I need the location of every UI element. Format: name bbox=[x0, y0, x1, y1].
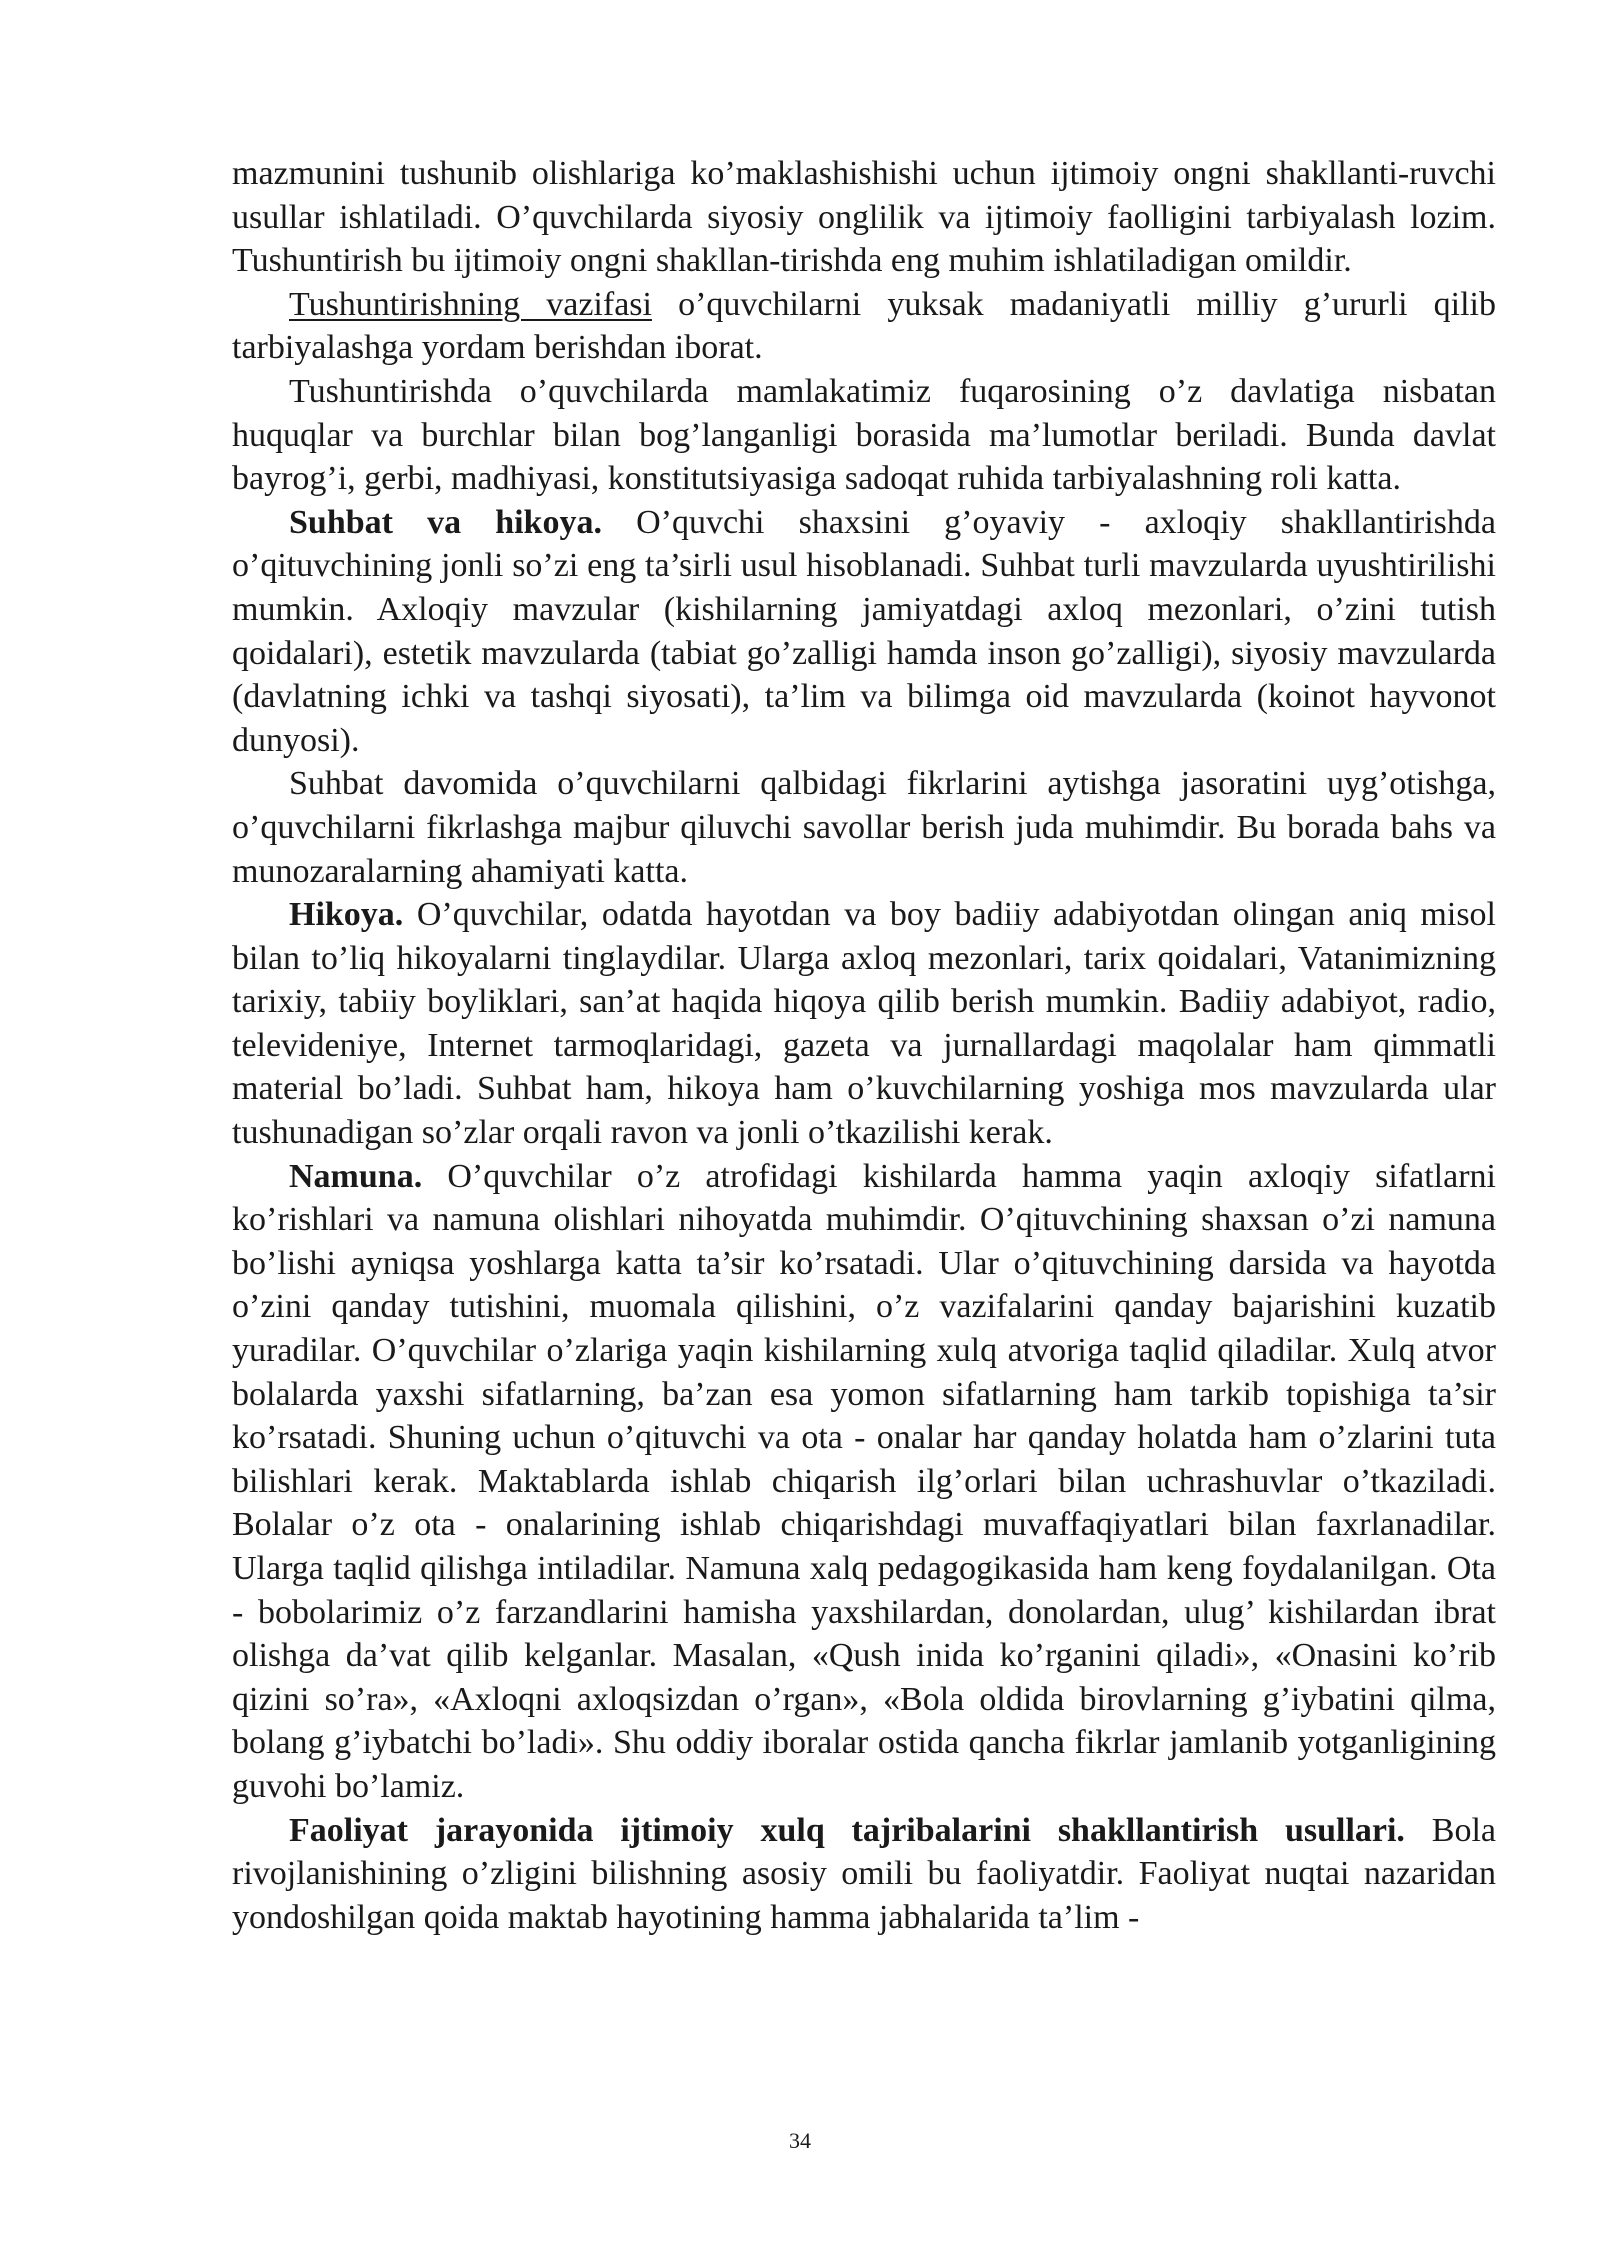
paragraph-text: O’quvchi shaxsini g’oyaviy - axloqiy shakllantirishda o’qituvchining jonli so’zi eng ta’sirli usul hisoblanadi. Suhbat turli mavzularda uyushtirilishi mumkin. Axloqiy mavzular (kishilarning jamiyatdagi axloq mezonlari, o’zini tutish qoidalari), estetik mavzularda (tabiat go’zalligi hamda inson go’zalligi), siyosiy mavzularda (davlatning ichki va tashqi siyosati), ta’lim va bilimga oid mavzularda (koinot hayvonot dunyosi). bbox=[232, 503, 1496, 759]
paragraph-text: O’quvchilar, odatda hayotdan va boy badiiy adabiyotdan olingan aniq misol bilan to’liq hikoyalarni tinglaydilar. Ularga axloq mezonlari, tarix qoidalari, Vatanimizning tarixiy, tabiiy boyliklari, san’at haqida hiqoya qilib berish mumkin. Badiiy adabiyot, radio, televideniye, Internet tarmoqlaridagi, gazeta va jurnallardagi maqolalar ham qimmatli material bo’ladi. Suhbat ham, hikoya ham o’kuvchilarning yoshiga mos mavzularda ular tushunadigan so’zlar orqali ravon va jonli o’tkazilishi kerak. bbox=[232, 896, 1496, 1152]
paragraph-text: Bola rivojlanishining o’zligini bilishning asosiy omili bu faoliyatdir. Faoliyat nuqtai nazaridan yondoshilgan qoida maktab hayotining hamma jabhalarida ta’lim - bbox=[232, 1811, 1496, 1936]
paragraph-conversation-and-story bbox=[232, 501, 1496, 763]
paragraph-explanation-task bbox=[232, 283, 1496, 370]
paragraph-heading-bold: Suhbat va hikoya. bbox=[289, 503, 602, 541]
paragraph-explanation bbox=[232, 370, 1496, 501]
paragraph-text: Suhbat davomida o’quvchilarni qalbidagi fikrlarini aytishga jasoratini uyg’otishga, o’quvchilarni fikrlashga majbur qiluvchi savollar berish juda muhimdir. Bu borada bahs va munozaralarning ahamiyati katta. bbox=[232, 765, 1496, 890]
paragraph-intro bbox=[232, 152, 1496, 283]
paragraph-text: o’quvchilarni yuksak madaniyatli milliy g’ururli qilib tarbiyalashga yordam berishdan iborat. bbox=[232, 285, 1496, 367]
paragraph-heading-underlined: Tushuntirishning vazifasi bbox=[289, 285, 652, 323]
paragraph-text: O’quvchilar o’z atrofidagi kishilarda hamma yaqin axloqiy sifatlarni ko’rishlari va namuna olishlari nihoyatda muhimdir. O’qituvchining shaxsan o’zi namuna bo’lishi ayniqsa yoshlarga katta ta’sir ko’rsatadi. Ular o’qituvchining darsida va hayotda o’zini qanday tutishini, muomala qilishini, o’z vazifalarini qanday bajarishini kuzatib yuradilar. O’quvchilar o’zlariga yaqin kishilarning xulq atvoriga taqlid qiladilar. Xulq atvor bolalarda yaxshi sifatlarning, ba’zan esa yomon sifatlarning ham tarkib topishiga ta’sir ko’rsatadi. Shuning uchun o’qituvchi va ota - onalar har qanday holatda ham o’zlarini tuta bilishlari kerak. Maktablarda ishlab chiqarish ilg’orlari bilan uchrashuvlar o’tkaziladi. Bolalar o’z ota - onalarining ishlab chiqarishdagi muvaffaqiyatlari bilan faxrlanadilar. Ularga taqlid qilishga intiladilar. Namuna xalq pedagogikasida ham keng foydalanilgan. Ota - bobolarimiz o’z farzandlarini hamisha yaxshilardan, donolardan, ulug’ kishilardan ibrat olishga da’vat qilib kelganlar. Masalan, «Qush inida ko’rganini qiladi», «Onasini ko’rib qizini so’ra», «Axloqni axloqsizdan o’rgan», «Bola oldida birovlarning g’iybatini qilma, bolang g’iybatchi bo’ladi». Shu oddiy iboralar ostida qancha fikrlar jamlanib yotganligining guvohi bo’lamiz. bbox=[232, 1157, 1496, 1805]
paragraph-activity-methods bbox=[232, 1809, 1496, 1940]
paragraph-text: mazmunini tushunib olishlariga ko’maklashishishi uchun ijtimoiy ongni shakllanti-ruvchi usullar ishlatiladi. O’quvchilarda siyosiy onglilik va ijtimoiy faolligini tarbiyalash lozim. Tushuntirish bu ijtimoiy ongni shakllan-tirishda eng muhim ishlatiladigan omildir. bbox=[232, 155, 1496, 280]
paragraph-story bbox=[232, 893, 1496, 1155]
page-number: 34 bbox=[789, 2128, 811, 2153]
page-body bbox=[232, 152, 1496, 1939]
paragraph-heading-bold: Hikoya. bbox=[289, 896, 404, 934]
paragraph-heading-bold: Namuna. bbox=[289, 1157, 423, 1195]
paragraph-example bbox=[232, 1155, 1496, 1809]
paragraph-text: Tushuntirishda o’quvchilarda mamlakatimiz fuqarosining o’z davlatiga nisbatan huquqlar va burchlar bilan bog’langanligi borasida ma’lumotlar beriladi. Bunda davlat bayrog’i, gerbi, madhiyasi, konstitutsiyasiga sadoqat ruhida tarbiyalashning roli katta. bbox=[232, 372, 1496, 498]
paragraph-conversation bbox=[232, 762, 1496, 893]
paragraph-heading-bold: Faoliyat jarayonida ijtimoiy xulq tajribalarini shakllantirish usullari. bbox=[289, 1811, 1405, 1849]
